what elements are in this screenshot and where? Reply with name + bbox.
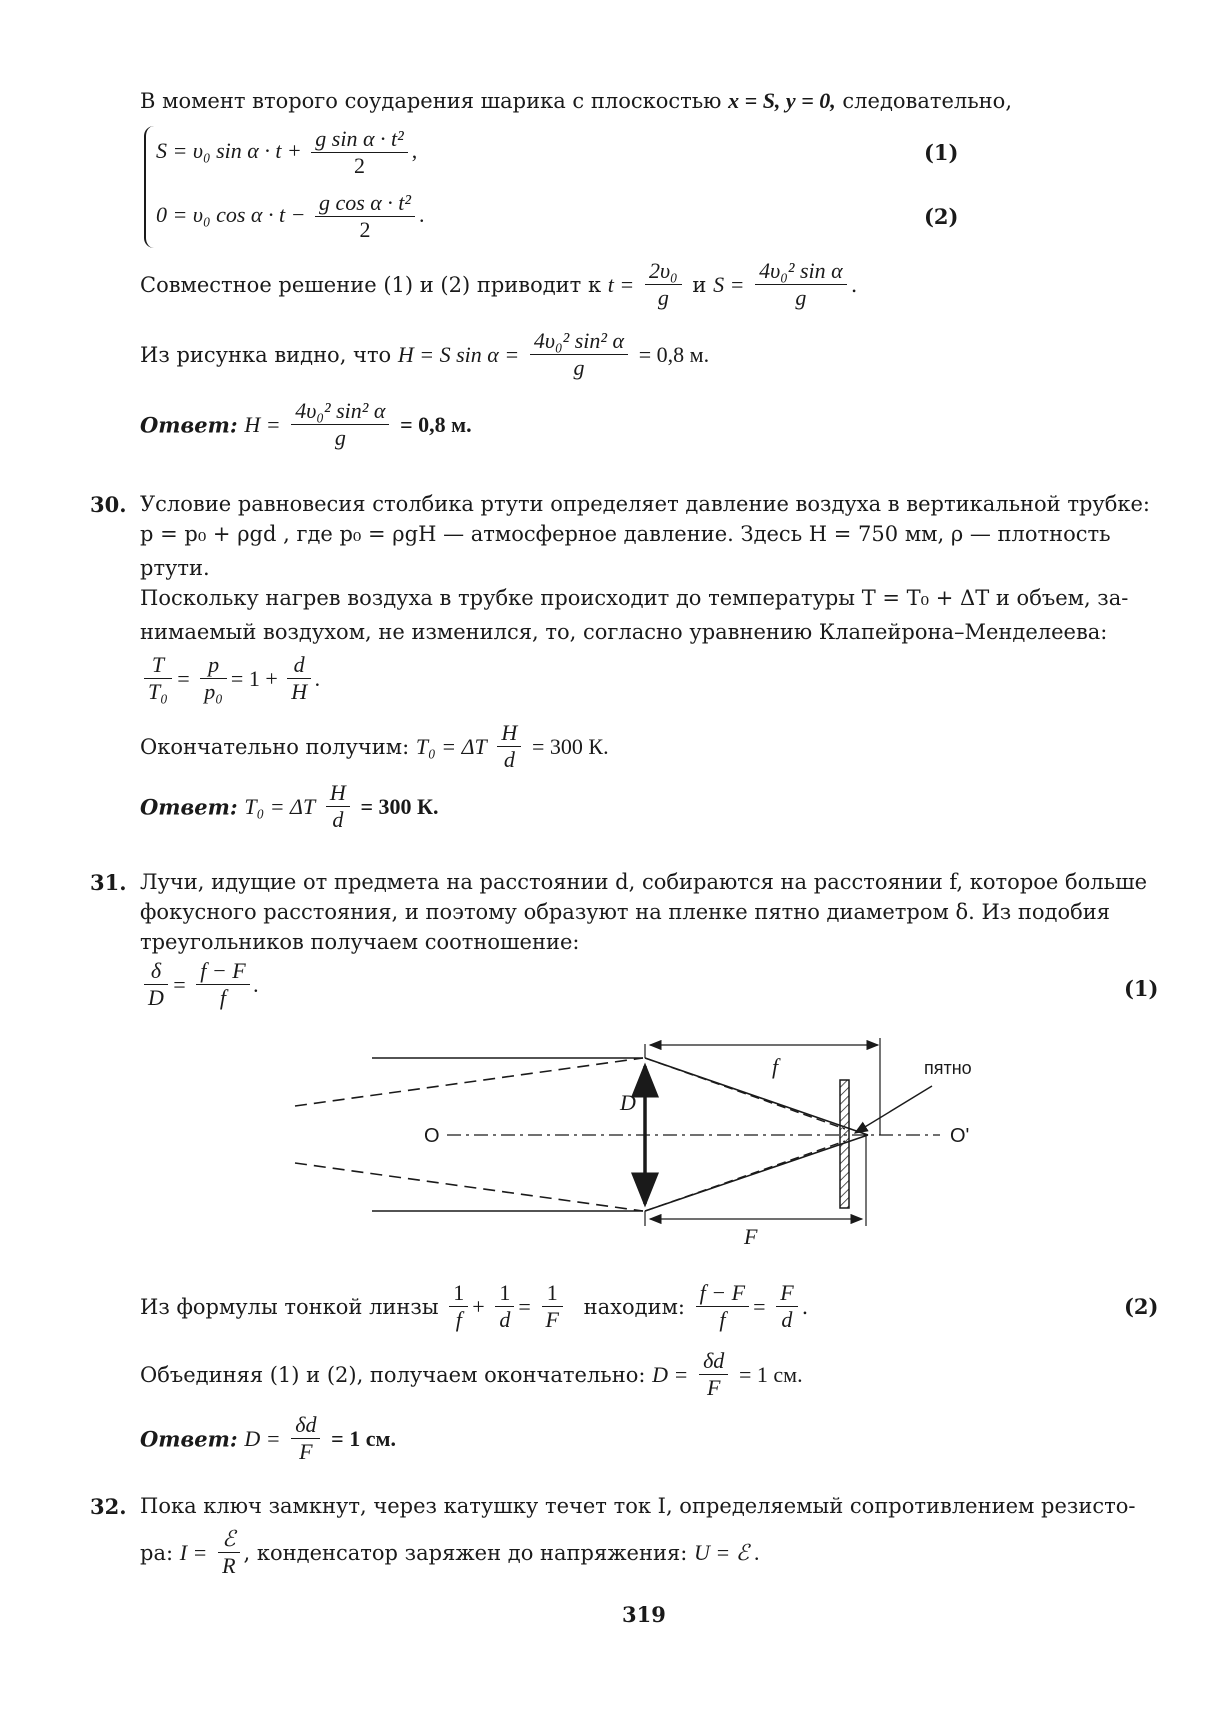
p30-answer	[140, 780, 438, 834]
p32-i-num: ℰ	[222, 1526, 236, 1551]
p31-eq1-label: (1)	[1124, 976, 1159, 1001]
p31-combine-text: Объединяя (1) и (2), получаем окончательно:	[140, 1362, 646, 1387]
p31-ans-den: F	[291, 1438, 320, 1465]
p31-line1: Лучи, идущие от предмета на расстоянии d, собираются на расстоянии f, которое больше	[140, 870, 1148, 894]
p29-s-den: g	[755, 284, 847, 311]
p29-eq2-left: 0 = υ₀ cos α · t −	[156, 201, 306, 227]
p31-r-den: D	[144, 984, 168, 1011]
p29-h-value: = 0,8 м.	[638, 341, 710, 367]
label-O-prime: O'	[950, 1125, 970, 1147]
p29-t-num: 2υ₀	[648, 258, 678, 283]
p31-ans-fraction	[291, 1412, 320, 1466]
p29-eq1-tail: ,	[411, 137, 418, 163]
lens-diagram	[0, 1036, 1216, 1249]
p29-figure-result	[140, 328, 709, 382]
p29-ans-value: = 0,8 м.	[400, 411, 472, 437]
p29-eq2-tail: .	[419, 201, 425, 227]
p30-t0-den: d	[497, 746, 521, 773]
p30-ans-num: H	[329, 780, 346, 805]
p31-l3-num: 1	[546, 1280, 558, 1305]
p32-i-lhs: I =	[179, 1539, 208, 1565]
p31-n1-fraction	[696, 1280, 749, 1334]
system-brace	[144, 126, 156, 248]
p31-d-fraction	[699, 1348, 728, 1402]
p31-l3-fraction	[542, 1280, 563, 1334]
p30-f3-den: H	[287, 678, 311, 705]
p31-line3: треугольников получаем соотношение:	[140, 930, 580, 954]
p31-ratio	[140, 958, 259, 1012]
p29-eq2-fraction	[315, 190, 415, 244]
p31-number: 31.	[90, 870, 127, 895]
p29-fig-text: Из рисунка видно, что	[140, 342, 392, 367]
p30-ans-den: d	[326, 806, 350, 833]
dashed-ray-bottom	[295, 1163, 643, 1211]
label-D: D	[620, 1090, 636, 1115]
p32-line2	[140, 1526, 760, 1580]
p30-f1-den: T₀	[144, 678, 172, 705]
p31-eq-a: =	[518, 1293, 531, 1319]
p31-answer	[140, 1412, 396, 1466]
label-f: f	[772, 1054, 779, 1079]
p31-l1-fraction	[449, 1280, 468, 1334]
p30-eq-mid: = 1 +	[230, 665, 278, 691]
p30-line4: Поскольку нагрев воздуха в трубке происходит до температуры T = T₀ + ΔT и объем, за-	[140, 586, 1129, 610]
p32-line1: Пока ключ замкнут, через катушку течет ток I, определяемый сопротивлением резисто-	[140, 1494, 1136, 1518]
p30-final-text: Окончательно получим:	[140, 734, 410, 759]
p30-t0-value: = 300 К.	[532, 733, 609, 759]
p29-answer-label: Ответ:	[140, 412, 238, 438]
p31-r-fraction	[144, 958, 168, 1012]
p31-plus: +	[472, 1293, 485, 1319]
p31-r-eq: =	[171, 971, 187, 997]
p30-final	[140, 720, 609, 774]
dashed-ray-top	[295, 1058, 643, 1106]
p31-ans-num: δd	[295, 1412, 317, 1437]
label-O: O	[424, 1125, 440, 1147]
p30-eq-sign: =	[175, 665, 191, 691]
p29-eq2-num: g cos α · t²	[318, 190, 412, 215]
p29-s-num: 4υ₀² sin α	[759, 258, 843, 283]
dashed-image-ray-top	[645, 1058, 845, 1129]
p29-h-num: 4υ₀² sin² α	[533, 328, 625, 353]
p29-t-lhs: t =	[607, 271, 635, 297]
p31-r-period: .	[253, 971, 260, 997]
p29-h-den: g	[530, 354, 628, 381]
p30-frac-p	[200, 652, 227, 706]
p31-n2-den: d	[776, 1306, 797, 1333]
p29-and: и	[692, 272, 707, 297]
page-number: 319	[622, 1602, 666, 1627]
p31-r2-den: f	[196, 984, 249, 1011]
p29-eq1-den: 2	[311, 152, 407, 179]
p30-number: 30.	[90, 492, 127, 517]
p31-n-period: .	[801, 1294, 809, 1319]
p31-lens-text: Из формулы тонкой линзы	[140, 1294, 439, 1319]
p29-eq2-den: 2	[315, 216, 415, 243]
p31-line2: фокусного расстояния, и поэтому образуют на пленке пятно диаметром δ. Из подобия	[140, 900, 1111, 924]
p31-l2-den: d	[495, 1306, 514, 1333]
p29-joint-solution	[140, 258, 857, 312]
p31-ans-value: = 1 см.	[331, 1425, 396, 1451]
spot-pointer	[855, 1086, 932, 1133]
p30-ans-lhs: T₀ = ΔT	[244, 793, 316, 819]
p30-frac-d	[287, 652, 311, 706]
p32-line2-mid: , конденсатор заряжен до напряжения:	[243, 1540, 688, 1565]
p30-frac-t	[144, 652, 172, 706]
p29-intro-condition: x = S, y = 0,	[728, 88, 836, 113]
p30-ans-fraction	[326, 780, 350, 834]
p29-ans-num: 4υ₀² sin² α	[295, 398, 386, 423]
p30-line1: Условие равновесия столбика ртути определяет давление воздуха в вертикальной трубке:	[140, 492, 1151, 516]
p29-ans-lhs: H =	[244, 411, 281, 437]
p30-line3: ртути.	[140, 556, 210, 580]
p29-eq1-num: g sin α · t²	[315, 126, 404, 151]
p29-t-den: g	[645, 284, 682, 311]
p31-combine	[140, 1348, 803, 1402]
p32-number: 32.	[90, 1494, 127, 1519]
p30-gas-law	[140, 652, 321, 706]
p31-d-lhs: D =	[652, 1361, 689, 1387]
p31-l1-num: 1	[453, 1280, 465, 1305]
p31-n1-num: f − F	[699, 1280, 746, 1305]
p30-f2-den: p₀	[200, 678, 227, 705]
p30-ans-value: = 300 К.	[360, 793, 439, 819]
p30-t0-lhs: T₀ = ΔT	[415, 733, 487, 759]
p31-answer-label: Ответ:	[140, 1426, 238, 1452]
p29-s-period: .	[850, 272, 858, 297]
p31-find-text: находим:	[583, 1294, 685, 1319]
p31-eq-b: =	[753, 1293, 766, 1319]
dashed-image-ray-bottom	[645, 1141, 845, 1211]
p31-d-num: δd	[703, 1348, 725, 1373]
p31-l2-num: 1	[499, 1280, 511, 1305]
p31-l3-den: F	[542, 1306, 563, 1333]
p31-ans-lhs: D =	[244, 1425, 281, 1451]
p30-f1-num: T	[151, 652, 165, 677]
p29-joint-text: Совместное решение (1) и (2) приводит к	[140, 272, 602, 297]
p29-intro-text: В момент второго соударения шарика с плоскостью	[140, 89, 722, 113]
p31-n1-den: f	[696, 1306, 749, 1333]
p29-ans-den: g	[291, 424, 389, 451]
p29-h-lhs: H = S sin α =	[397, 341, 520, 367]
p31-l2-fraction	[495, 1280, 514, 1334]
p30-line5: нимаемый воздухом, не изменился, то, согласно уравнению Клапейрона–Менделеева:	[140, 620, 1108, 644]
p30-t0-fraction	[497, 720, 521, 774]
p32-i-den: R	[218, 1552, 239, 1579]
label-spot: пятно	[924, 1058, 972, 1078]
p32-i-fraction	[218, 1526, 239, 1580]
p29-eq1-label: (1)	[924, 140, 959, 165]
p29-answer	[140, 398, 472, 452]
p32-line2-start: ра:	[140, 1540, 174, 1565]
p31-r-num: δ	[150, 958, 162, 983]
p31-d-value: = 1 см.	[739, 1361, 803, 1387]
p31-l1-den: f	[449, 1306, 468, 1333]
p31-r2-fraction	[196, 958, 249, 1012]
p31-lens-formula	[140, 1280, 808, 1334]
p29-intro-end: следовательно,	[842, 89, 1013, 113]
film-plate	[840, 1080, 849, 1208]
p29-eq2-label: (2)	[924, 204, 959, 229]
p29-t-fraction	[645, 258, 682, 312]
p29-equation-2	[156, 190, 425, 244]
p29-eq1-left: S = υ₀ sin α · t +	[156, 137, 302, 163]
p31-n2-fraction	[776, 1280, 797, 1334]
p29-ans-fraction	[291, 398, 389, 452]
p29-equation-1	[156, 126, 417, 180]
p31-eq2-label: (2)	[1124, 1294, 1159, 1319]
p29-eq1-fraction	[311, 126, 407, 180]
p30-f3-num: d	[293, 652, 305, 677]
p29-s-lhs: S =	[713, 271, 745, 297]
p29-h-fraction	[530, 328, 628, 382]
p31-d-den: F	[699, 1374, 728, 1401]
p29-s-fraction	[755, 258, 847, 312]
p30-f2-num: p	[208, 652, 220, 677]
p32-u-expr: U = ℰ .	[693, 1539, 761, 1565]
p30-answer-label: Ответ:	[140, 794, 238, 820]
label-F: F	[744, 1224, 758, 1249]
p29-intro	[140, 88, 1012, 114]
p30-line2: p = p₀ + ρgd , где p₀ = ρgH — атмосферное давление. Здесь H = 750 мм, ρ — плотность	[140, 522, 1111, 546]
p30-t0-num: H	[501, 720, 518, 745]
p30-period: .	[315, 665, 321, 691]
p31-n2-num: F	[780, 1280, 794, 1305]
p31-r2-num: f − F	[200, 958, 246, 983]
